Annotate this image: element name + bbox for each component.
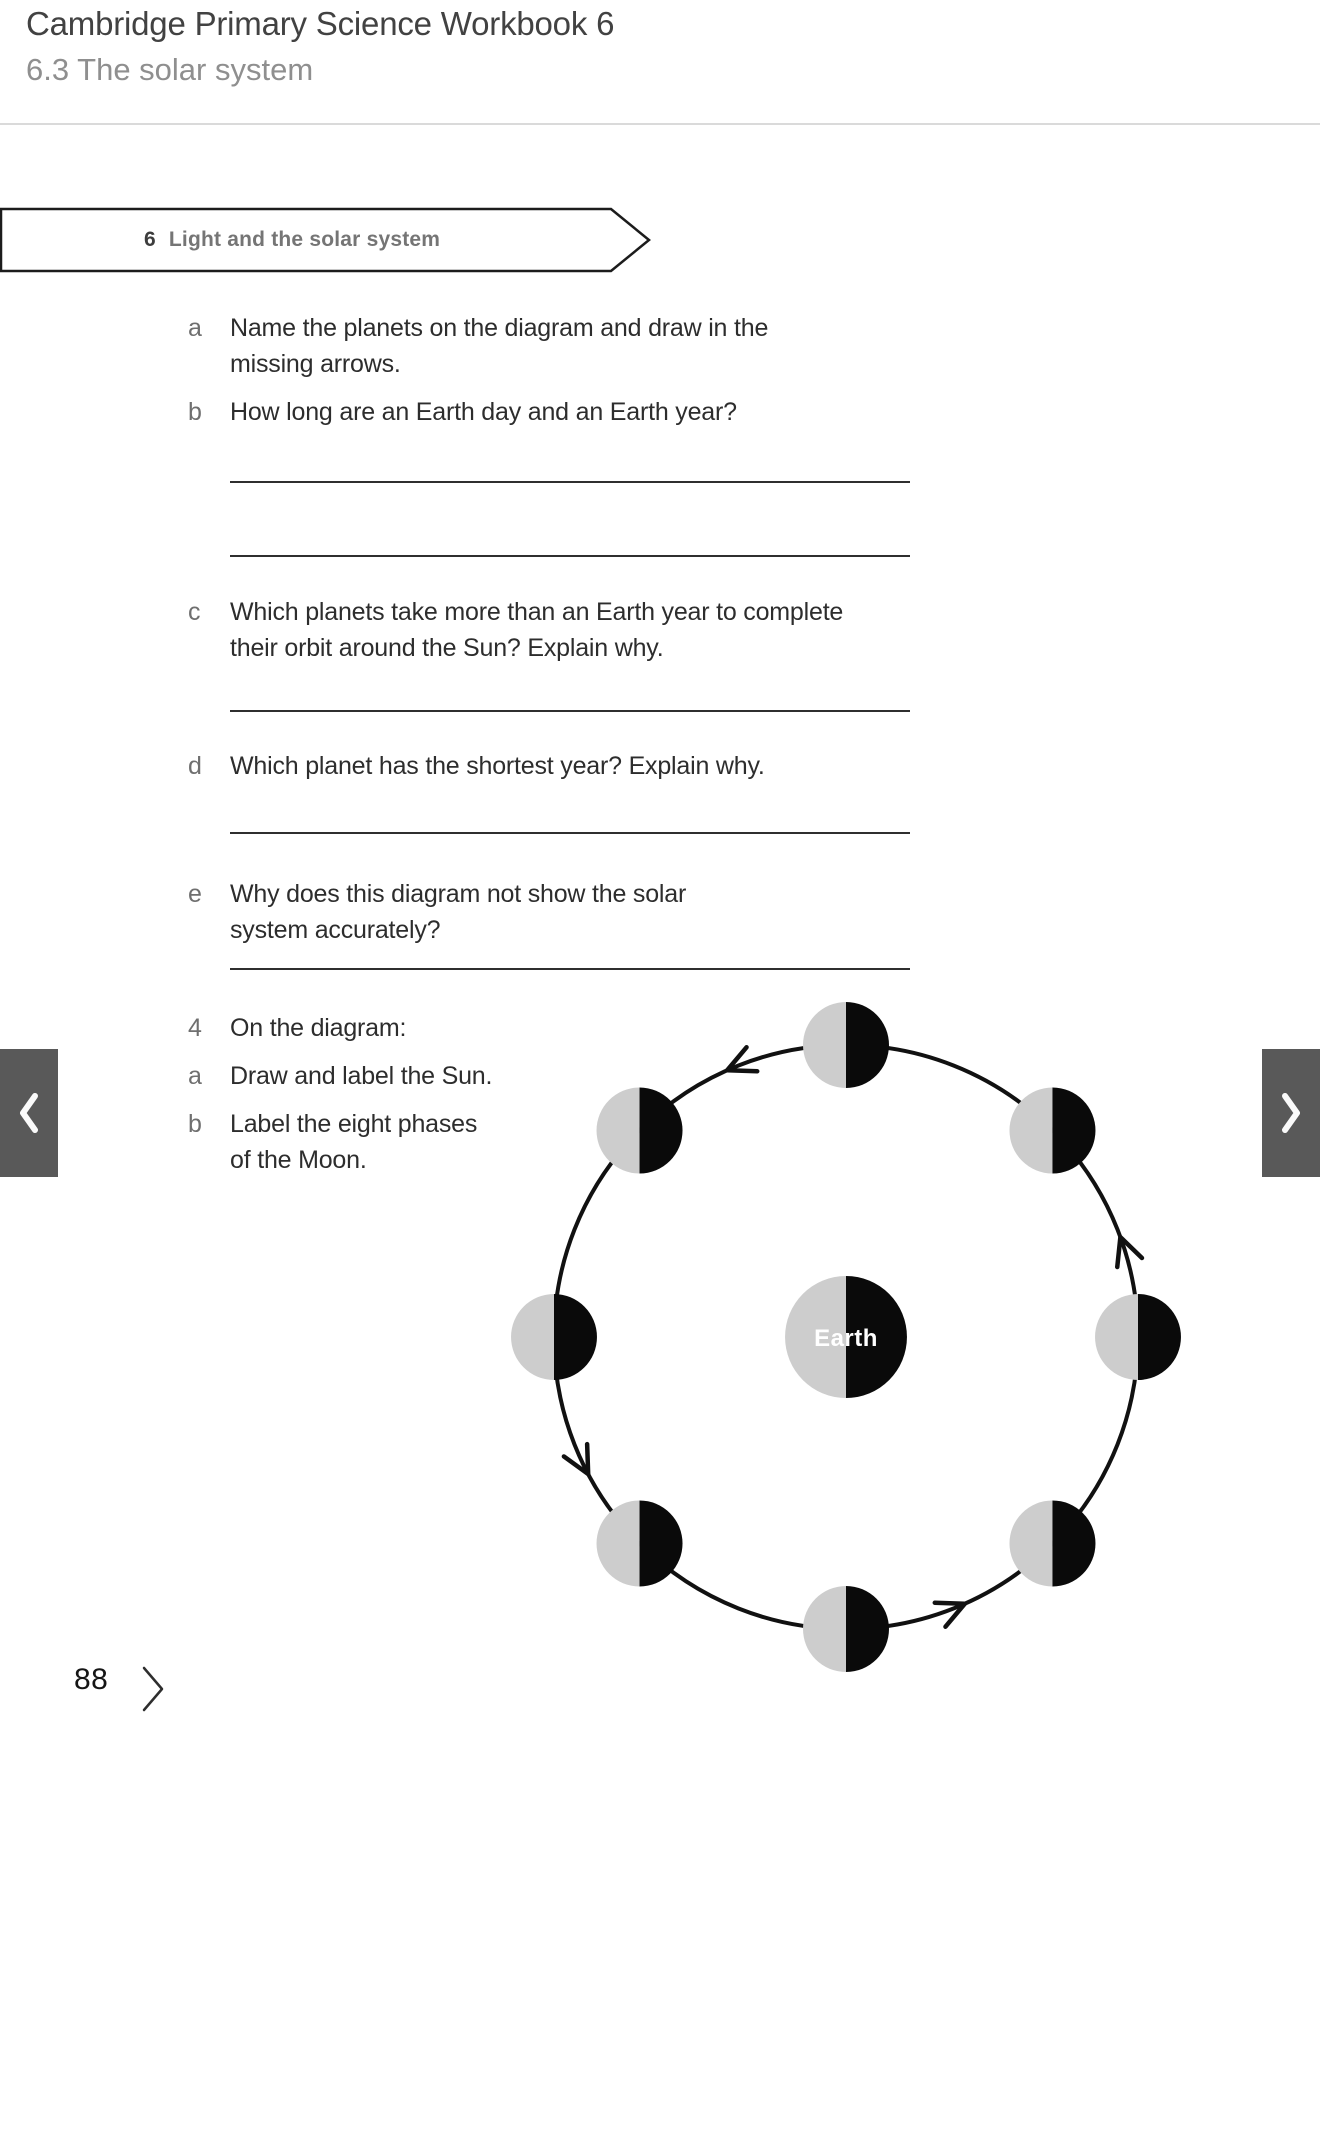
question-3d <box>188 748 948 784</box>
moon-phase <box>803 1586 889 1672</box>
question-label: b <box>188 1110 202 1138</box>
chapter-number: 6 <box>144 228 156 251</box>
moon-phase <box>1009 1500 1095 1586</box>
question-label: a <box>188 314 202 342</box>
question-line: How long are an Earth day and an Earth year? <box>230 398 737 426</box>
question-line: Which planet has the shortest year? Explain why. <box>230 752 765 780</box>
question-line: of the Moon. <box>230 1146 367 1174</box>
moon-phase <box>511 1294 597 1380</box>
question-line: Label the eight phases <box>230 1110 478 1138</box>
moon-phase <box>803 1002 889 1088</box>
question-line: system accurately? <box>230 916 441 944</box>
chevron-left-icon <box>15 1087 43 1139</box>
question-line: Which planets take more than an Earth year to complete <box>230 598 844 626</box>
header-divider <box>0 123 1320 125</box>
answer-line <box>230 555 910 557</box>
question-line: On the diagram: <box>230 1014 407 1042</box>
answer-line <box>230 832 910 834</box>
question-label: c <box>188 598 201 626</box>
earth-label: Earth <box>814 1325 878 1352</box>
question-line: Draw and label the Sun. <box>230 1062 493 1090</box>
question-label: d <box>188 752 202 780</box>
question-label: b <box>188 398 202 426</box>
page-subtitle: 6.3 The solar system <box>26 52 314 87</box>
question-label: a <box>188 1062 202 1090</box>
question-3a <box>188 310 948 382</box>
moon-phase <box>1095 1294 1181 1380</box>
page-number: 88 <box>74 1663 109 1696</box>
answer-line <box>230 481 910 483</box>
moon-phase <box>1009 1088 1095 1174</box>
question-line: their orbit around the Sun? Explain why. <box>230 634 664 662</box>
orbit-svg <box>480 980 1220 1720</box>
next-page-button[interactable] <box>1262 1049 1320 1177</box>
question-3b <box>188 394 948 430</box>
page-forward-icon[interactable] <box>139 1664 167 1714</box>
answer-line <box>230 968 910 970</box>
question-label: 4 <box>188 1014 202 1042</box>
moon-phases-diagram <box>480 980 1220 1720</box>
moon-phase <box>597 1088 683 1174</box>
question-label: e <box>188 880 202 908</box>
question-line: missing arrows. <box>230 350 401 378</box>
question-3c <box>188 594 948 666</box>
prev-page-button[interactable] <box>0 1049 58 1177</box>
chapter-title: Light and the solar system <box>168 228 441 251</box>
question-3e <box>188 876 948 948</box>
question-line: Name the planets on the diagram and draw in the <box>230 314 769 342</box>
chevron-right-icon <box>1277 1087 1305 1139</box>
moon-phase <box>597 1500 683 1586</box>
chapter-banner <box>0 206 660 274</box>
page-title: Cambridge Primary Science Workbook 6 <box>26 5 615 42</box>
question-line: Why does this diagram not show the solar <box>230 880 687 908</box>
answer-line <box>230 710 910 712</box>
